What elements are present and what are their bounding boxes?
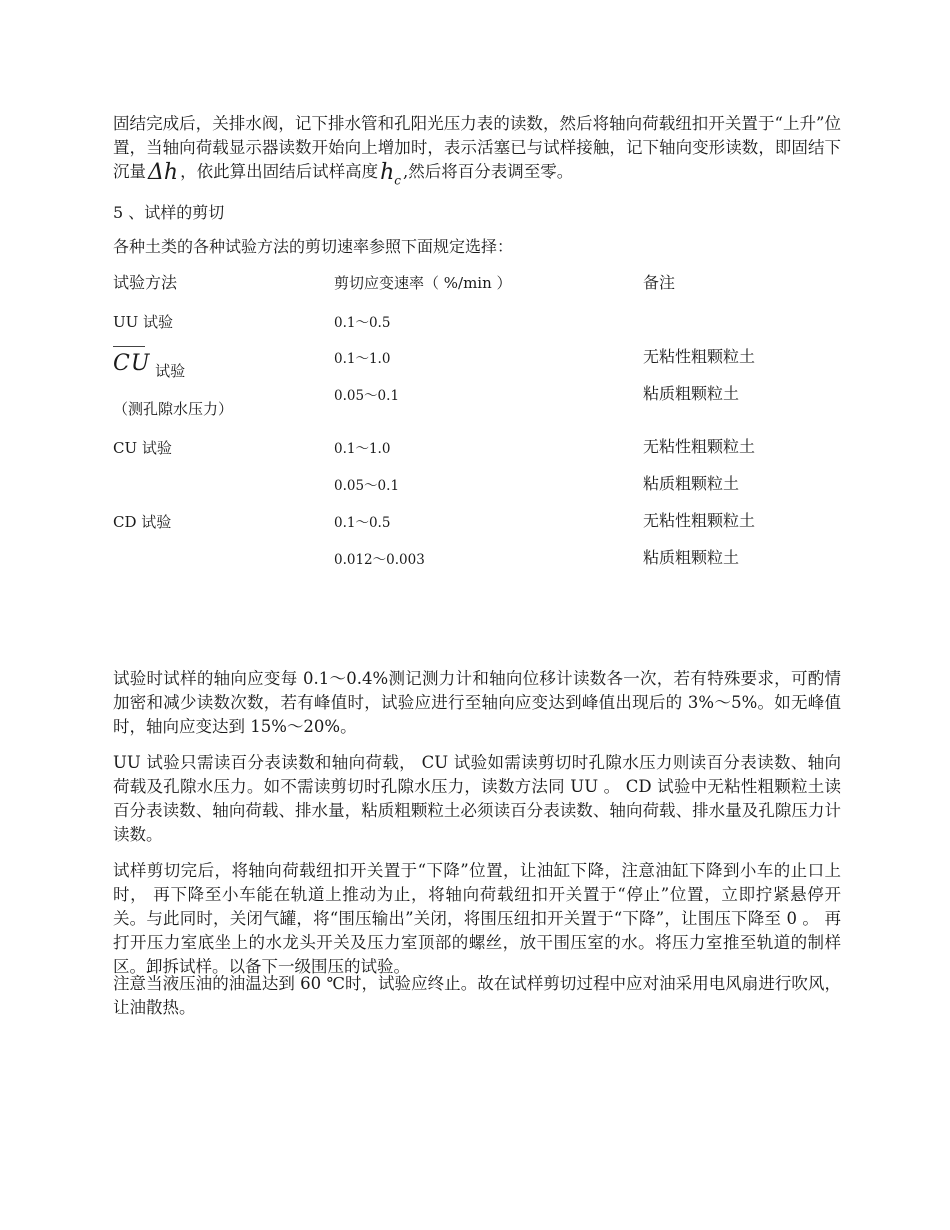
paragraph-consolidation — [113, 112, 841, 188]
table-header-method: 试验方法 — [113, 273, 178, 292]
table-cell-rate: 0.012～0.003 — [334, 552, 425, 568]
cu-overline — [113, 346, 145, 347]
table-cell-note: 粘质粗颗粒土 — [643, 474, 740, 493]
intro-line: 各种土类的各种试验方法的剪切速率参照下面规定选择： — [113, 237, 514, 256]
table-cell-method: CU 试验 — [113, 439, 172, 457]
paragraph-reading-frequency: 试验时试样的轴向应变每 0.1～0.4%测记测力计和轴向位移计读数各一次，若有特殊要求，可酌情加密和减少读数次数，若有峰值时，试验应进行至轴向应变达到峰值出现后的 3%～5%。如无峰值时，轴向应变达到 15%～20%。 — [113, 669, 841, 736]
table-header-note: 备注 — [643, 273, 676, 292]
table-cell-method: UU 试验 — [113, 313, 174, 331]
table-cell-note: 无粘性粗颗粒土 — [643, 511, 756, 530]
table-cell-rate: 0.1～1.0 — [334, 351, 391, 367]
table-cell-note: 粘质粗颗粒土 — [643, 384, 740, 403]
table-cell-note: 粘质粗颗粒土 — [643, 548, 740, 567]
cu-symbol: CU — [113, 351, 151, 376]
table-cell-method: CU 试验 — [113, 351, 186, 380]
h-c-symbol: $h_c$ — [380, 160, 401, 188]
table-cell-method: CD 试验 — [113, 513, 172, 531]
table-cell-method: （测孔隙水压力） — [113, 400, 234, 418]
table-cell-rate: 0.1～1.0 — [334, 441, 391, 457]
paragraph-after-shear: 试样剪切完后，将轴向荷载纽扣开关置于“下降”位置，让油缸下降，注意油缸下降到小车的止口上时， 再下降至小车能在轨道上推动为止，将轴向荷载纽扣开关置于“停止”位置，立即拧紧悬停开关。与此同时，关闭气罐，将“围压输出”关闭，将围压纽扣开关置于“下降”，让围压下降至 0 。 再打开压力室底坐上的水龙头开关及压力室顶部的螺丝，放干围压室的水。将压力室推至轨道的制样区。卸拆试样。以备下一级围压的试验。 — [113, 861, 841, 976]
table-cell-note: 无粘性粗颗粒土 — [643, 437, 756, 456]
table-cell-rate: 0.05～0.1 — [334, 388, 400, 404]
section-heading: 5 、试样的剪切 — [113, 203, 225, 222]
consolidation-text-3: ,然后将百分表调至零。 — [402, 162, 574, 181]
paragraph-oil-temperature: 注意当液压油的油温达到 60 ℃时，试验应终止。故在试样剪切过程中应对油采用电风扇进行吹风，让油散热。 — [113, 974, 841, 1017]
consolidation-text-2: ，依此算出固结后试样高度 — [180, 162, 379, 181]
table-header-rate: 剪切应变速率（ %/min ） — [334, 274, 512, 292]
table-cell-rate: 0.1～0.5 — [334, 315, 391, 331]
consolidation-text-1: 固结完成后，关排水阀，记下排水管和孔阳光压力表的读数，然后将轴向荷载纽扣开关置于“上升”位置，当轴向荷载显示器读数开始向上增加时，表示活塞已与试样接触，记下轴向变形读数，即固结下沉量 — [113, 114, 841, 181]
table-cell-note: 无粘性粗颗粒土 — [643, 347, 756, 366]
table-cell-rate: 0.05～0.1 — [334, 478, 400, 494]
paragraph-reading-methods: UU 试验只需读百分表读数和轴向荷载， CU 试验如需读剪切时孔隙水压力则读百分表读数、轴向荷载及孔隙水压力。如不需读剪切时孔隙水压力，读数方法同 UU 。 CD 试验中无粘性粗颗粒土读百分表读数、轴向荷载、排水量，粘质粗颗粒土必须读百分表读数、轴向荷载、排水量及孔隙压力计读数。 — [113, 753, 841, 844]
table-cell-rate: 0.1～0.5 — [334, 515, 391, 531]
delta-h-symbol: Δh — [148, 160, 179, 185]
